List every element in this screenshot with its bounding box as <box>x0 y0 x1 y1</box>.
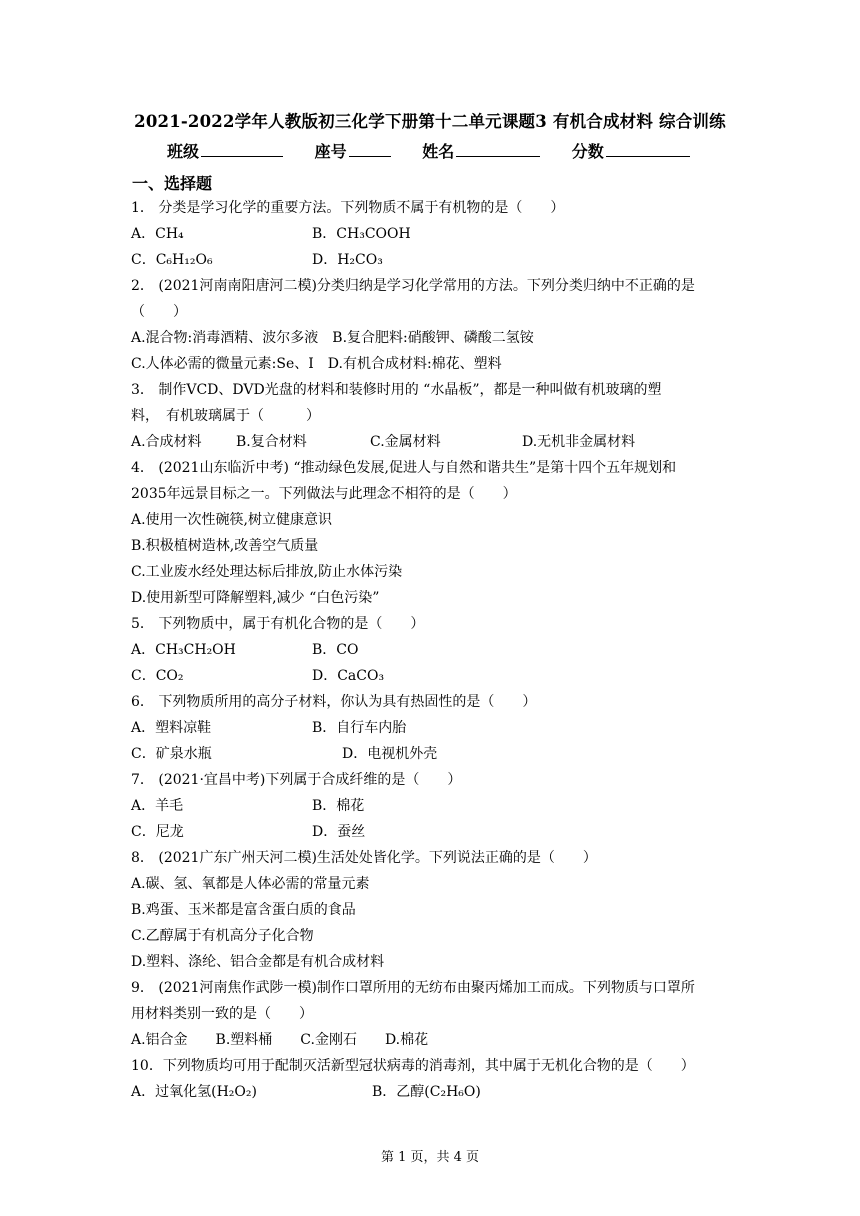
question-10-option-b: B．乙醇(C₂H₆O) <box>372 1084 481 1100</box>
question-6-option-d: D．电视机外壳 <box>342 746 438 762</box>
question-8-stem: 8． (2021广东广州天河二模)生活处处皆化学。下列说法正确的是（ ） <box>131 850 597 866</box>
question-1-option-c: C．C₆H₁₂O₆ <box>131 252 213 268</box>
question-8-option-c: C.乙醇属于有机高分子化合物 <box>131 928 314 944</box>
name-label: 姓名 <box>422 142 455 161</box>
question-6-option-b: B．自行车内胎 <box>312 720 407 736</box>
name-blank <box>456 142 540 157</box>
question-7-option-a: A．羊毛 <box>131 798 184 814</box>
score-blank <box>606 142 690 157</box>
question-8-option-a: A.碳、氢、氧都是人体必需的常量元素 <box>131 876 370 892</box>
class-label: 班级 <box>167 142 200 161</box>
seat-label: 座号 <box>314 142 347 161</box>
question-5-stem: 5． 下列物质中，属于有机化合物的是（ ） <box>131 616 425 632</box>
question-2-stem-cont: （ ） <box>131 304 187 320</box>
question-3-stem: 3． 制作VCD、DVD光盘的材料和装修时用的 “水晶板”，都是一种叫做有机玻璃的塑 <box>131 382 662 398</box>
question-3-option-c: C.金属材料 <box>370 434 441 450</box>
question-1-option-a: A．CH₄ <box>131 226 184 242</box>
question-8-option-d: D.塑料、涤纶、铝合金都是有机合成材料 <box>131 954 385 970</box>
question-7-stem: 7． (2021·宜昌中考)下列属于合成纤维的是（ ） <box>131 772 462 788</box>
question-4-stem-cont: 2035年远景目标之一。下列做法与此理念不相符的是（ ） <box>131 486 517 502</box>
question-6-option-c: C．矿泉水瓶 <box>131 746 212 762</box>
question-2-options-cd: C.人体必需的微量元素:Se、I D.有机合成材料:棉花、塑料 <box>131 356 502 372</box>
question-1-option-d: D．H₂CO₃ <box>312 252 383 268</box>
question-10-stem: 10．下列物质均可用于配制灭活新型冠状病毒的消毒剂，其中属于无机化合物的是（ ） <box>131 1058 695 1074</box>
question-4-option-b: B.积极植树造林,改善空气质量 <box>131 538 319 554</box>
question-6-option-a: A．塑料凉鞋 <box>131 720 212 736</box>
question-4-option-a: A.使用一次性碗筷,树立健康意识 <box>131 512 333 528</box>
question-9-options: A.铝合金 B.塑料桶 C.金刚石 D.棉花 <box>131 1032 429 1048</box>
question-5-option-a: A．CH₃CH₂OH <box>131 642 236 658</box>
question-4-option-c: C.工业废水经处理达标后排放,防止水体污染 <box>131 564 403 580</box>
question-7-option-c: C．尼龙 <box>131 824 184 840</box>
student-info-line <box>167 139 690 162</box>
question-3-stem-cont: 料， 有机玻璃属于（ ） <box>131 408 320 424</box>
question-3-option-a: A.合成材料 <box>131 434 202 450</box>
question-5-option-d: D．CaCO₃ <box>312 668 385 684</box>
score-label: 分数 <box>571 142 604 161</box>
question-7-option-d: D．蚕丝 <box>312 824 366 840</box>
seat-blank <box>349 142 391 157</box>
question-8-option-b: B.鸡蛋、玉米都是富含蛋白质的食品 <box>131 902 356 918</box>
question-4-option-d: D.使用新型可降解塑料,减少 “白色污染” <box>131 590 380 606</box>
question-3-option-d: D.无机非金属材料 <box>522 434 636 450</box>
question-7-option-b: B．棉花 <box>312 798 365 814</box>
question-5-option-c: C．CO₂ <box>131 668 184 684</box>
page-footer: 第 1 页，共 4 页 <box>380 1150 480 1165</box>
question-4-stem: 4． (2021山东临沂中考) “推动绿色发展,促进人与自然和谐共生”是第十四个五年规划和 <box>131 460 677 476</box>
question-6-stem: 6． 下列物质所用的高分子材料，你认为具有热固性的是（ ） <box>131 694 537 710</box>
question-5-option-b: B．CO <box>312 642 359 658</box>
section-title: 一、选择题 <box>132 174 213 193</box>
question-10-option-a: A．过氧化氢(H₂O₂) <box>131 1084 257 1100</box>
class-blank <box>201 142 283 157</box>
question-2-stem: 2． (2021河南南阳唐河二模)分类归纳是学习化学常用的方法。下列分类归纳中不正确的是 <box>131 278 695 294</box>
question-1-stem: 1． 分类是学习化学的重要方法。下列物质不属于有机物的是（ ） <box>131 200 565 216</box>
question-3-option-b: B.复合材料 <box>236 434 307 450</box>
question-2-options-ab: A.混合物:消毒酒精、波尔多液 B.复合肥料:硝酸钾、磷酸二氢铵 <box>131 330 534 346</box>
question-1-option-b: B．CH₃COOH <box>312 226 411 242</box>
question-9-stem: 9． (2021河南焦作武陟一模)制作口罩所用的无纺布由聚丙烯加工而成。下列物质与口罩所 <box>131 980 695 996</box>
document-title: 2021-2022学年人教版初三化学下册第十二单元课题3 有机合成材料 综合训练 <box>134 112 726 131</box>
question-9-stem-cont: 用材料类别一致的是（ ） <box>131 1006 313 1022</box>
